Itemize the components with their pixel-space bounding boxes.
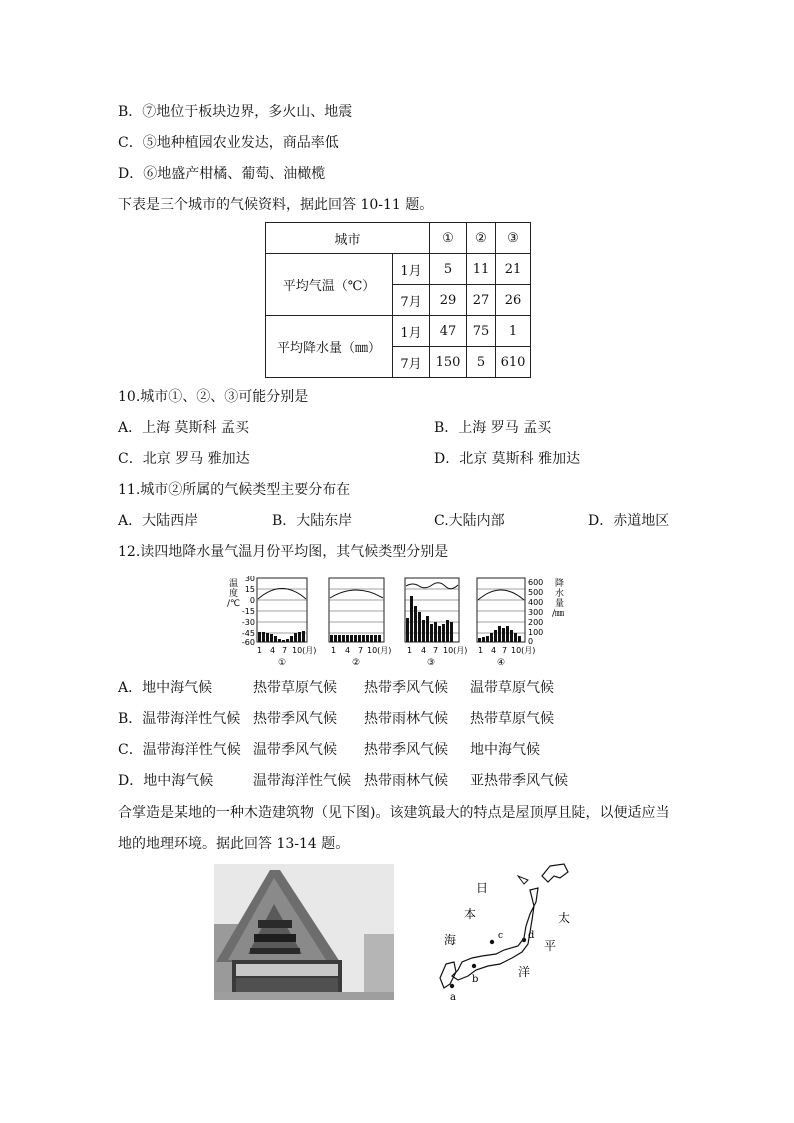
table-cell: 1 xyxy=(496,316,531,347)
header-city-1: ① xyxy=(430,223,467,254)
option-b-prev: B．⑦地位于板块边界，多火山、地震 xyxy=(118,104,353,120)
map-point-b: b xyxy=(472,974,479,985)
tick-label: 200 xyxy=(528,618,544,627)
option-letter: D． xyxy=(118,773,144,789)
option-col1: 地中海气候 xyxy=(143,773,214,789)
month-jan: 1月 xyxy=(393,316,430,347)
option-col4: 温带草原气候 xyxy=(470,680,554,696)
tick-label: 0 xyxy=(249,596,255,605)
rain-label: 平均降水量（㎜） xyxy=(266,316,393,378)
map-point-a: a xyxy=(450,992,456,1002)
table-cell: 27 xyxy=(467,285,496,316)
option-d-prev: D．⑥地盛产柑橘、葡萄、油橄榄 xyxy=(118,166,326,182)
option-col4: 亚热带季风气候 xyxy=(470,773,568,789)
tick-label: -60 xyxy=(241,638,255,647)
q10-option-a[interactable]: A．上海 莫斯科 孟买 xyxy=(118,420,250,436)
x-tick: 1 xyxy=(478,646,484,655)
rain-axis-label: 水 xyxy=(555,589,565,599)
month-jul: 7月 xyxy=(393,347,430,378)
month-jul: 7月 xyxy=(393,285,430,316)
table-cell: 5 xyxy=(430,254,467,285)
x-tick: 7 xyxy=(282,646,288,655)
tick-label: 0 xyxy=(528,637,534,646)
panel-id: ③ xyxy=(427,658,436,668)
q11-option-b[interactable]: B．大陆东岸 xyxy=(272,513,353,529)
tick-label: 400 xyxy=(528,598,544,607)
tick-label: -15 xyxy=(241,607,255,616)
option-col2: 热带季风气候 xyxy=(253,711,337,727)
table-cell: 21 xyxy=(496,254,531,285)
header-city: 城市 xyxy=(266,223,430,254)
rain-axis-label: /㎜ xyxy=(552,609,565,619)
map-point-d: d xyxy=(528,930,535,941)
tick-label: 500 xyxy=(528,588,544,597)
climate-panel-4 xyxy=(477,578,525,642)
q10-option-c[interactable]: C．北京 罗马 雅加达 xyxy=(118,451,250,467)
panel-id: ① xyxy=(278,658,287,668)
question-12: 12.读四地降水量气温月份平均图，其气候类型分别是 xyxy=(118,544,449,560)
map-label: 太 xyxy=(558,911,571,925)
tick-label: 100 xyxy=(528,628,544,637)
option-col3: 热带雨林气候 xyxy=(364,773,448,789)
table-intro: 下表是三个城市的气候资料，据此回答 10-11 题。 xyxy=(118,197,434,213)
q11-option-c[interactable]: C.大陆内部 xyxy=(434,513,505,529)
option-letter: B． xyxy=(118,711,143,727)
option-letter: A． xyxy=(118,680,143,696)
tick-label: 15 xyxy=(244,585,255,594)
option-col2: 热带草原气候 xyxy=(253,680,337,696)
month-jan: 1月 xyxy=(393,254,430,285)
option-col4: 地中海气候 xyxy=(470,742,540,758)
question-10: 10.城市①、②、③可能分别是 xyxy=(118,389,309,405)
climate-panel-3 xyxy=(405,578,459,642)
x-tick: 1 xyxy=(407,646,413,655)
map-point-c: c xyxy=(498,931,504,941)
x-tick: 4 xyxy=(345,646,351,655)
option-c-prev: C．⑤地种植园农业发达，商品率低 xyxy=(118,135,339,151)
japan-map xyxy=(432,862,582,1002)
table-cell: 75 xyxy=(467,316,496,347)
panel-id: ② xyxy=(352,658,361,668)
q10-option-d[interactable]: D．北京 莫斯科 雅加达 xyxy=(434,451,581,467)
table-cell: 150 xyxy=(430,347,467,378)
x-tick: 1 xyxy=(331,646,337,655)
option-col1: 温带海洋性气候 xyxy=(142,742,241,758)
house-intro-line-2: 地的地理环境。据此回答 13-14 题。 xyxy=(118,836,350,852)
x-tick: 4 xyxy=(270,646,276,655)
option-col1: 温带海洋性气候 xyxy=(142,711,241,727)
temp-axis-label: /℃ xyxy=(227,599,241,609)
x-tick: 10(月) xyxy=(367,646,392,655)
tick-label: 300 xyxy=(528,608,544,617)
q11-option-d[interactable]: D．赤道地区 xyxy=(588,513,670,529)
table-cell: 29 xyxy=(430,285,467,316)
tick-label: -45 xyxy=(241,629,255,638)
q10-option-b[interactable]: B．上海 罗马 孟买 xyxy=(434,420,552,436)
climate-panel-1 xyxy=(257,578,307,642)
map-label: 海 xyxy=(444,933,457,947)
option-col3: 热带季风气候 xyxy=(364,742,448,758)
gassho-house-photo xyxy=(214,864,394,1000)
house-intro-line-1: 合掌造是某地的一种木造建筑物（见下图)。该建筑最大的特点是屋顶厚且陡，以便适应当 xyxy=(118,805,670,821)
x-tick: 7 xyxy=(358,646,364,655)
option-col2: 温带海洋性气候 xyxy=(253,773,351,789)
x-tick: 10(月) xyxy=(292,646,317,655)
table-cell: 47 xyxy=(430,316,467,347)
table-cell: 5 xyxy=(467,347,496,378)
table-cell: 11 xyxy=(467,254,496,285)
option-col1: 地中海气候 xyxy=(142,680,213,696)
q11-option-a[interactable]: A．大陆西岸 xyxy=(118,513,199,529)
option-col3: 热带雨林气候 xyxy=(364,711,448,727)
question-11: 11.城市②所属的气候类型主要分布在 xyxy=(118,482,351,498)
climate-charts-figure xyxy=(225,576,570,668)
tick-label: 600 xyxy=(528,578,544,587)
table-cell: 26 xyxy=(496,285,531,316)
temp-label: 平均气温（℃） xyxy=(266,254,393,316)
option-col4: 热带草原气候 xyxy=(470,711,554,727)
x-tick: 1 xyxy=(257,646,263,655)
temp-axis-label: 温 xyxy=(229,579,239,589)
map-label: 洋 xyxy=(518,965,531,979)
header-city-3: ③ xyxy=(496,223,531,254)
option-col3: 热带季风气候 xyxy=(364,680,448,696)
tick-label: 30 xyxy=(244,576,255,583)
option-letter: C． xyxy=(118,742,143,758)
panel-id: ④ xyxy=(497,658,506,668)
x-tick: 7 xyxy=(502,646,508,655)
option-col2: 温带季风气候 xyxy=(253,742,337,758)
rain-axis-label: 降 xyxy=(555,579,565,589)
x-tick: 7 xyxy=(433,646,439,655)
x-tick: 4 xyxy=(421,646,427,655)
map-label: 本 xyxy=(464,907,477,921)
climate-table xyxy=(265,222,531,378)
x-tick: 4 xyxy=(491,646,497,655)
temp-axis-label: 度 xyxy=(229,589,239,599)
rain-axis-label: 量 xyxy=(555,599,565,609)
x-tick: 10(月) xyxy=(511,646,536,655)
map-label: 平 xyxy=(544,939,557,953)
header-city-2: ② xyxy=(467,223,496,254)
table-cell: 610 xyxy=(496,347,531,378)
climate-panel-2 xyxy=(329,578,384,642)
map-label: 日 xyxy=(476,881,489,895)
tick-label: -30 xyxy=(241,618,255,627)
x-tick: 10(月) xyxy=(443,646,468,655)
